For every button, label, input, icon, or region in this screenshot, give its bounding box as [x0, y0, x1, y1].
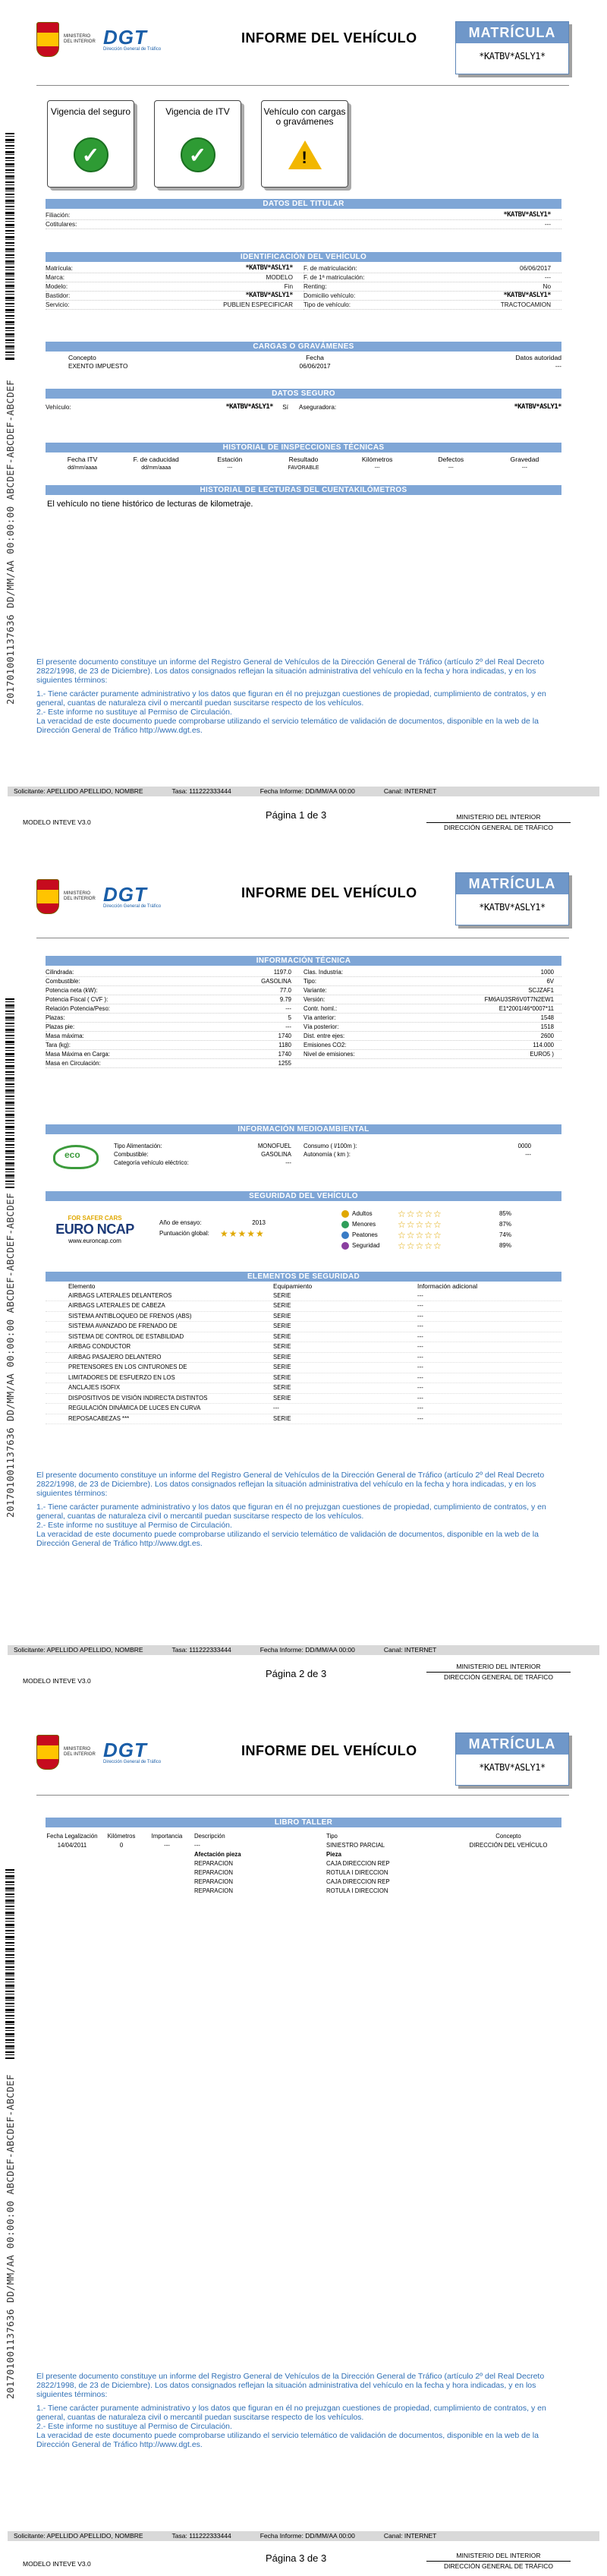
elemento-row: PRETENSORES EN LOS CINTURONES DE SERIE ---	[46, 1363, 561, 1373]
check-seguro: Vigencia del seguro ✓	[47, 100, 134, 188]
plate-value: *KATBV*ASLY1*	[479, 51, 546, 61]
elemento-row: REPOSACABEZAS *** SERIE ---	[46, 1414, 561, 1425]
header-divider	[36, 1795, 569, 1796]
page-3	[0, 1717, 607, 2576]
elemento-row: SISTEMA DE CONTROL DE ESTABILIDAD SERIE ---	[46, 1332, 561, 1343]
ncap-category-row: Adultos ☆☆☆☆☆ 85%	[341, 1209, 561, 1219]
section-identificacion: IDENTIFICACIÓN DEL VEHÍCULO Matrícula: *KATBV*ASLY1* Marca: MODELO Modelo: Fin Bastidor: *KATBV*ASLY1* Servicio: PUBLIEN ESPECIFICAR F. de matriculación: 06/06/2017 F. de 1ª matriculación: --- Renting: No Domicilio vehículo: *KATBV*ASLY1* Tipo de vehículo: TRACTOCAMION	[46, 252, 561, 310]
header-logos: MINISTERIO DEL INTERIOR DGT Dirección General de Tráfico	[36, 1733, 196, 1772]
section-cargas: CARGAS O GRAVÁMENES Concepto Fecha Datos autoridad EXENTO IMPUESTO 06/06/2017 ---	[46, 342, 561, 370]
plate-box	[455, 21, 569, 74]
eco-car-icon: eco	[53, 1145, 99, 1169]
footer-ministerio: MINISTERIO DEL INTERIOR DIRECCIÓN GENERAL DE TRÁFICO	[426, 812, 571, 832]
tecnica-row: Potencia Fiscal ( CVF ): 9.79 Versión: FM6AU3SR6V0T7N2EW1	[46, 995, 561, 1004]
checkmark-icon: ✓	[74, 137, 109, 172]
elemento-row: REGULACIÓN DINÁMICA DE LUCES EN CURVA --- ---	[46, 1404, 561, 1414]
tecnica-row: Potencia neta (kW): 77.0 Variante: SCJZAF1	[46, 986, 561, 995]
elemento-row: ANCLAJES ISOFIX SERIE ---	[46, 1383, 561, 1394]
tecnica-row: Plazas pie: --- Vía posterior: 1518	[46, 1023, 561, 1032]
section-elementos: ELEMENTOS DE SEGURIDAD Elemento Equipamiento Información adicional AIRBAGS LATERALES DELANTEROS SERIE --- AIRBAGS LATERALES DE CABEZA SERIE --- SISTEMA ANTIBLOQUEO DE FRENOS (ABS) SERIE --- SISTEMA AVANZADO DE FRENADO DE SERIE --- SISTEMA DE CONTROL DE ESTABILIDAD SERIE --- AIRBAG CONDUCTOR SERIE --- AIRBAG PASAJERO DELANTERO SERIE --- PRETENSORES EN LOS CINTURONES DE SERIE --- LIMITADORES DE ESFUERZO EN LOS SERIE --- ANCLAJES ISOFIX SERIE --- DISPOSITIVOS DE VISIÓN INDIRECTA DISTINTOS SERIE --- REGULACIÓN DINÁMICA DE LUCES EN CURVA --- --- REPOSACABEZAS *** SERIE ---	[46, 1272, 561, 1424]
side-code-text: 20170100113763​6 DD/MM/AA 00:00:00 ABCDEF-ABCDEF-ABCDEF	[5, 2074, 16, 2399]
section-seguridad: SEGURIDAD DEL VEHÍCULO FOR SAFER CARS EURO NCAP www.euroncap.com Año de ensayo: 2013 Puntuación global: ★★★★★ Adultos ☆☆☆☆☆ 85% Menores ☆☆☆☆☆ 87% Peatones ☆☆☆☆☆ 74% Seguridad ☆☆☆☆☆ 89%	[46, 1191, 561, 1251]
category-icon	[341, 1242, 349, 1250]
footer-ministerio: MINISTERIO DEL INTERIOR DIRECCIÓN GENERAL DE TRÁFICO	[426, 2551, 571, 2571]
disclaimer: El presente documento constituye un informe del Registro General de Vehículos de la Dirección General de Tráfico (artículo 2º del Real Decreto 2822/1998, de 23 de Diciembre). Los datos consignados reflejan la situación administrativa del vehículo en la fecha y hora indicadas, y en los siguientes términos: 1.- Tiene carácter puramente administrativo y los datos que figuran en él no prejuzgan cuestiones de propiedad, cumplimiento de contratos, y en general, cuantas de naturaleza civil o mercantil puedan suscitarse respecto de los vehículos. 2.- Este informe no sustituye al Permiso de Circulación. La veracidad de este documento puede comprobarse utilizando el servicio telemático de validación de documentos, disponible en la web de la Dirección General de Tráfico http://www.dgt.es.	[36, 2372, 546, 2449]
ident-left: Matrícula: *KATBV*ASLY1* Marca: MODELO Modelo: Fin Bastidor: *KATBV*ASLY1* Servicio: PUBLIEN ESPECIFICAR	[46, 264, 304, 310]
check-itv: Vigencia de ITV ✓	[154, 100, 241, 188]
page-title: INFORME DEL VEHÍCULO	[241, 1743, 417, 1758]
rating-stars: ☆☆☆☆☆	[398, 1219, 442, 1230]
section-tecnica: INFORMACIÓN TÉCNICA Cilindrada: 1197.0 Clas. Industria: 1000 Combustible: GASOLINA Tipo: 6V Potencia neta (kW): 77.0 Variante: SCJZAF1 Potencia Fiscal ( CVF ): 9.79 Versión: FM6AU3SR6V0T7N2EW1 Relación Potencia/Peso: --- Contr. homl.: E1*2001/46*0007*11 Plazas: 5 Vía anterior: 1548 Plazas pie: --- Vía posterior: 1518 Masa máxima: 1740 Dist. entre ejes: 2600 Tara (kg): 1180 Emisiones CO2: 114.000 Masa Máxima en Carga: 1740 Nivel de emisiones: EURO5 ) Masa en Circulación: 1255	[46, 956, 561, 1068]
footer-modelo: MODELO INTEVE V3.0	[23, 818, 91, 826]
page-number: Página 2 de 3	[266, 1668, 327, 1679]
header-divider	[36, 85, 569, 86]
dgt-logo: DGT Dirección General de Tráfico	[103, 882, 162, 909]
rating-stars: ☆☆☆☆☆	[398, 1241, 442, 1251]
section-km: HISTORIAL DE LECTURAS DEL CUENTAKILÓMETROS El vehículo no tiene histórico de lecturas de kilometraje.	[46, 485, 561, 513]
rating-stars: ☆☆☆☆☆	[398, 1209, 442, 1219]
elemento-row: AIRBAGS LATERALES DE CABEZA SERIE ---	[46, 1301, 561, 1312]
disclaimer: El presente documento constituye un informe del Registro General de Vehículos de la Dirección General de Tráfico (artículo 2º del Real Decreto 2822/1998, de 23 de Diciembre). Los datos consignados reflejan la situación administrativa del vehículo en la fecha y hora indicadas, y en los siguientes términos: 1.- Tiene carácter puramente administrativo y los datos que figuran en él no prejuzgan cuestiones de propiedad, cumplimiento de contratos, y en general, cuantas de naturaleza civil o mercantil puedan suscitarse respecto de los vehículos. 2.- Este informe no sustituye al Permiso de Circulación. La veracidad de este documento puede comprobarse utilizando el servicio telemático de validación de documentos, disponible en la web de la Dirección General de Tráfico http://www.dgt.es.	[36, 1471, 546, 1548]
tecnica-row: Cilindrada: 1197.0 Clas. Industria: 1000	[46, 968, 561, 977]
coat-of-arms-icon	[36, 879, 59, 914]
dgt-logo: DGT Dirección General de Tráfico	[103, 1738, 162, 1764]
footer-bar: Solicitante: APELLIDO APELLIDO, NOMBRE Tasa: 111222333444 Fecha Informe: DD/MM/AA 00:00 Canal: INTERNET	[8, 1645, 599, 1655]
tecnica-row: Tara (kg): 1180 Emisiones CO2: 114.000	[46, 1041, 561, 1050]
footer-bar: Solicitante: APELLIDO APELLIDO, NOMBRE Tasa: 111222333444 Fecha Informe: DD/MM/AA 00:00 Canal: INTERNET	[8, 2531, 599, 2541]
header-logos: MINISTERIO DEL INTERIOR DGT Dirección General de Tráfico	[36, 877, 196, 916]
page-2	[0, 859, 607, 1717]
euroncap-logo: FOR SAFER CARS EURO NCAP www.euroncap.com	[55, 1215, 134, 1244]
ncap-category-row: Menores ☆☆☆☆☆ 87%	[341, 1219, 561, 1230]
side-code-text: 20170100113763​6 DD/MM/AA 00:00:00 ABCDEF-ABCDEF-ABCDEF	[5, 380, 16, 705]
ministry-text: MINISTERIO DEL INTERIOR	[64, 34, 96, 44]
coat-of-arms-icon	[36, 22, 59, 57]
taller-item-row: REPARACION ROTULA I DIRECCION	[194, 1869, 388, 1876]
section-itv: HISTORIAL DE INSPECCIONES TÉCNICAS Fecha ITV F. de caducidad Estación Resultado Kilómetros Defectos Gravedad dd/mm/aaaa dd/mm/aaaa --- FAVORABLE --- --- ---	[46, 443, 561, 472]
side-code-text: 20170100113763​6 DD/MM/AA 00:00:00 ABCDEF-ABCDEF-ABCDEF	[5, 1193, 16, 1518]
dgt-logo: DGT Dirección General de Tráfico	[103, 25, 162, 52]
footer-modelo: MODELO INTEVE V3.0	[23, 2560, 91, 2568]
ident-right: F. de matriculación: 06/06/2017 F. de 1ª matriculación: --- Renting: No Domicilio vehículo: *KATBV*ASLY1* Tipo de vehículo: TRACTOCAMION	[304, 264, 561, 310]
disclaimer: El presente documento constituye un informe del Registro General de Vehículos de la Dirección General de Tráfico (artículo 2º del Real Decreto 2822/1998, de 23 de Diciembre). Los datos consignados reflejan la situación administrativa del vehículo en la fecha y hora indicadas, y en los siguientes términos: 1.- Tiene carácter puramente administrativo y los datos que figuran en él no prejuzgan cuestiones de propiedad, cumplimiento de contratos, y en general, cuantas de naturaleza civil o mercantil puedan suscitarse respecto de los vehículos. 2.- Este informe no sustituye al Permiso de Circulación. La veracidad de este documento puede comprobarse utilizando el servicio telemático de validación de documentos, disponible en la web de la Dirección General de Tráfico http://www.dgt.es.	[36, 657, 546, 735]
tecnica-row: Relación Potencia/Peso: --- Contr. homl.: E1*2001/46*0007*11	[46, 1004, 561, 1014]
ncap-category-row: Peatones ☆☆☆☆☆ 74%	[341, 1230, 561, 1241]
elemento-row: AIRBAGS LATERALES DELANTEROS SERIE ---	[46, 1291, 561, 1302]
section-taller: LIBRO TALLER Fecha Legalización Kilómetros Importancia Descripción Tipo Concepto 14/04/2011 0 --- --- SINIESTRO PARCIAL DIRECCIÓN DEL VEHÍCULO Afectación pieza Pieza REPARACION CAJA DIRECCION REP REPARACION ROTULA I DIRECCION REPARACION CAJA DIRECCION REP REPARACION ROTULA I DIRECCION	[46, 1818, 561, 1896]
side-barcode	[5, 998, 14, 1188]
rating-stars: ★★★★★	[220, 1228, 265, 1239]
footer-ministerio: MINISTERIO DEL INTERIOR DIRECCIÓN GENERAL DE TRÁFICO	[426, 1662, 571, 1682]
page-number: Página 1 de 3	[266, 809, 327, 821]
footer-bar: Solicitante: APELLIDO APELLIDO, NOMBRE Tasa: 111222333444 Fecha Informe: DD/MM/AA 00:00 Canal: INTERNET	[8, 787, 599, 796]
elemento-row: LIMITADORES DE ESFUERZO EN LOS SERIE ---	[46, 1373, 561, 1384]
section-medioambiental: INFORMACIÓN MEDIOAMBIENTAL eco Tipo Alimentación: MONOFUEL Consumo ( l/100m ): 0000 Combustible: GASOLINA Autonomía ( km ): --- Categoría vehículo eléctrico: ---	[46, 1124, 561, 1169]
tecnica-row: Plazas: 5 Vía anterior: 1548	[46, 1014, 561, 1023]
warning-icon: !	[288, 140, 322, 169]
section-seguro: DATOS SEGURO Vehículo: *KATBV*ASLY1* Sí Aseguradora: *KATBV*ASLY1*	[46, 389, 561, 411]
page-number: Página 3 de 3	[266, 2552, 327, 2564]
status-checks	[47, 100, 348, 188]
plate-label: MATRÍCULA	[456, 22, 568, 43]
elemento-row: AIRBAG PASAJERO DELANTERO SERIE ---	[46, 1353, 561, 1364]
rating-stars: ☆☆☆☆☆	[398, 1230, 442, 1241]
tecnica-row: Masa máxima: 1740 Dist. entre ejes: 2600	[46, 1032, 561, 1041]
tecnica-row: Masa Máxima en Carga: 1740 Nivel de emisiones: EURO5 )	[46, 1050, 561, 1059]
footer-modelo: MODELO INTEVE V3.0	[23, 1677, 91, 1685]
elemento-row: SISTEMA AVANZADO DE FRENADO DE SERIE ---	[46, 1322, 561, 1332]
section-titular: DATOS DEL TITULAR Filiación: *KATBV*ASLY1* Cotitulares: ---	[46, 199, 561, 229]
checkmark-icon: ✓	[181, 137, 215, 172]
plate-box: MATRÍCULA *KATBV*ASLY1*	[455, 1733, 569, 1786]
plate-box: MATRÍCULA *KATBV*ASLY1*	[455, 872, 569, 925]
check-cargas: Vehículo con cargas o gravámenes !	[261, 100, 348, 188]
taller-item-row: REPARACION ROTULA I DIRECCION	[194, 1887, 388, 1894]
category-icon	[341, 1231, 349, 1239]
side-barcode	[5, 1869, 14, 2059]
category-icon	[341, 1210, 349, 1218]
taller-item-row: REPARACION CAJA DIRECCION REP	[194, 1860, 390, 1867]
page-1	[0, 0, 607, 859]
ncap-category-row: Seguridad ☆☆☆☆☆ 89%	[341, 1241, 561, 1251]
taller-item-row: REPARACION CAJA DIRECCION REP	[194, 1878, 390, 1885]
tecnica-row: Combustible: GASOLINA Tipo: 6V	[46, 977, 561, 986]
side-barcode	[5, 133, 14, 361]
coat-of-arms-icon	[36, 1735, 59, 1770]
page-title: INFORME DEL VEHÍCULO	[241, 30, 417, 46]
elemento-row: SISTEMA ANTIBLOQUEO DE FRENOS (ABS) SERIE ---	[46, 1312, 561, 1323]
page-title: INFORME DEL VEHÍCULO	[241, 885, 417, 900]
elemento-row: DISPOSITIVOS DE VISIÓN INDIRECTA DISTINTOS SERIE ---	[46, 1394, 561, 1405]
category-icon	[341, 1221, 349, 1228]
elemento-row: AIRBAG CONDUCTOR SERIE ---	[46, 1342, 561, 1353]
header-logos	[36, 20, 196, 59]
tecnica-row: Masa en Circulación: 1255	[46, 1059, 561, 1068]
